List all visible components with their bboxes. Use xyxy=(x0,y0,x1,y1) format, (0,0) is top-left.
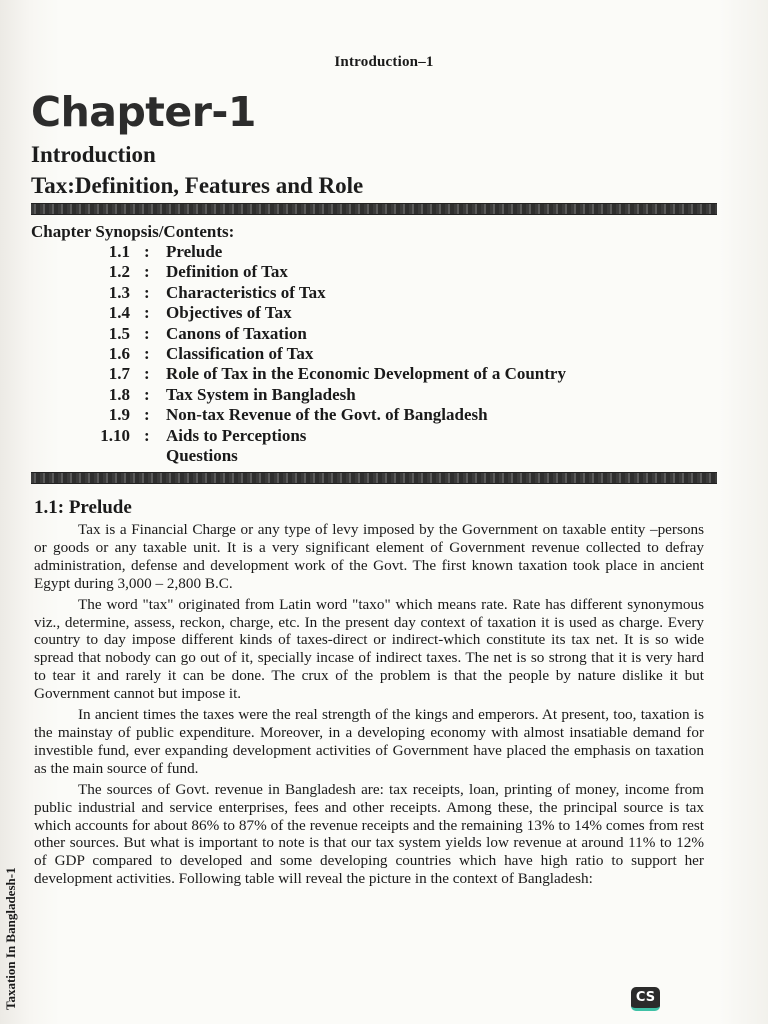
toc-number: 1.5 xyxy=(108,323,130,343)
paragraph: Tax is a Financial Charge or any type of levy imposed by the Government on taxable entity –persons or goods or any taxable unit. It is a very significant element of Government revenue collected to defray administration, defense and development work of the Govt. The first known taxation took place in ancient Egypt during 3,000 – 2,800 B.C. xyxy=(34,521,704,592)
toc-title: Role of Tax in the Economic Development of a Country xyxy=(166,364,566,384)
toc-title: Canons of Taxation xyxy=(166,323,307,343)
toc-item xyxy=(0,446,768,466)
toc-title: Objectives of Tax xyxy=(166,303,292,323)
toc-title: Aids to Perceptions xyxy=(166,425,307,445)
toc-item xyxy=(0,364,768,384)
toc-number: 1.9 xyxy=(108,405,130,425)
chapter-subtitle-topic: Tax:Definition, Features and Role xyxy=(31,173,364,198)
toc-number: 1.7 xyxy=(108,364,130,384)
section-heading: 1.1: Prelude xyxy=(34,497,132,518)
running-head: Introduction–1 xyxy=(334,54,434,70)
toc-title: Characteristics of Tax xyxy=(166,282,326,302)
toc-number: 1.6 xyxy=(108,343,130,363)
toc-item xyxy=(0,385,768,405)
toc-colon: : xyxy=(144,282,150,302)
body-text xyxy=(34,521,704,891)
toc-title: Tax System in Bangladesh xyxy=(166,384,356,404)
toc-title: Definition of Tax xyxy=(166,262,288,282)
toc-item xyxy=(0,242,768,262)
toc-item xyxy=(0,262,768,282)
toc-item xyxy=(0,324,768,344)
toc-colon: : xyxy=(144,405,150,425)
toc-colon: : xyxy=(144,364,150,384)
synopsis-heading: Chapter Synopsis/Contents: xyxy=(31,222,235,241)
side-caption: Taxation In Bangladesh-1 xyxy=(3,867,18,1010)
toc-number: 1.10 xyxy=(100,425,130,445)
toc-item xyxy=(0,303,768,323)
toc-number: 1.2 xyxy=(108,262,130,282)
toc-number: 1.1 xyxy=(108,242,130,261)
toc-item xyxy=(0,405,768,425)
toc-item xyxy=(0,283,768,303)
chapter-subtitle-introduction: Introduction xyxy=(31,142,156,167)
toc-colon: : xyxy=(144,343,150,363)
toc-title: Prelude xyxy=(166,242,223,261)
paragraph: The word "tax" originated from Latin word "taxo" which means rate. Rate has different synonymous viz., determine, assess, reckon, charge, etc. In the present day context of taxation it is used as charge. Every country to day impose different kinds of taxes-direct or indirect-which constitute its tax net. It is so wide spread that nobody can go out of it, specially incase of indirect taxes. The net is so strong that it is very hard to tear it and rarely it can be done. The crux of the problem is that the people by nature dislike it but Government cannot but impose it. xyxy=(34,595,704,703)
paragraph: The sources of Govt. revenue in Bangladesh are: tax receipts, loan, printing of money, income from public industrial and service enterprises, fees and other receipts. Among these, the principal source is tax which accounts for about 86% to 87% of the revenue receipts and the remaining 13% to 14% comes from rest other sources. But what is important to note is that our tax system yields low revenue at around 11% to 12% of GDP compared to developed and some developing countries which have high ratio to support her development activities. Following table will reveal the picture in the context of Bangladesh: xyxy=(34,780,704,888)
toc-title: Classification of Tax xyxy=(166,343,314,363)
toc-title: Non-tax Revenue of the Govt. of Bangladesh xyxy=(166,405,488,425)
toc-item xyxy=(0,426,768,446)
toc-colon: : xyxy=(144,323,150,343)
toc-title: Questions xyxy=(166,445,238,465)
chapter-title: Chapter-1 xyxy=(31,88,256,136)
decorative-rule-bottom xyxy=(31,472,717,484)
toc-colon: : xyxy=(144,425,150,445)
toc-colon: : xyxy=(144,262,150,282)
toc-colon: : xyxy=(144,384,150,404)
toc-colon: : xyxy=(144,303,150,323)
paragraph: In ancient times the taxes were the real strength of the kings and emperors. At present, too, taxation is the mainstay of public expenditure. Moreover, in a developing economy with almost insatiable demand for investible fund, ever expanding development activities of Government have placed the emphasis on taxation as the main source of fund. xyxy=(34,706,704,777)
toc-item xyxy=(0,344,768,364)
toc-number: 1.4 xyxy=(108,303,130,323)
camscanner-badge-icon: CS xyxy=(631,987,660,1011)
toc-colon: : xyxy=(144,242,150,261)
decorative-rule-top xyxy=(31,203,717,215)
table-of-contents xyxy=(0,242,768,466)
toc-number: 1.3 xyxy=(108,282,130,302)
toc-number: 1.8 xyxy=(108,384,130,404)
